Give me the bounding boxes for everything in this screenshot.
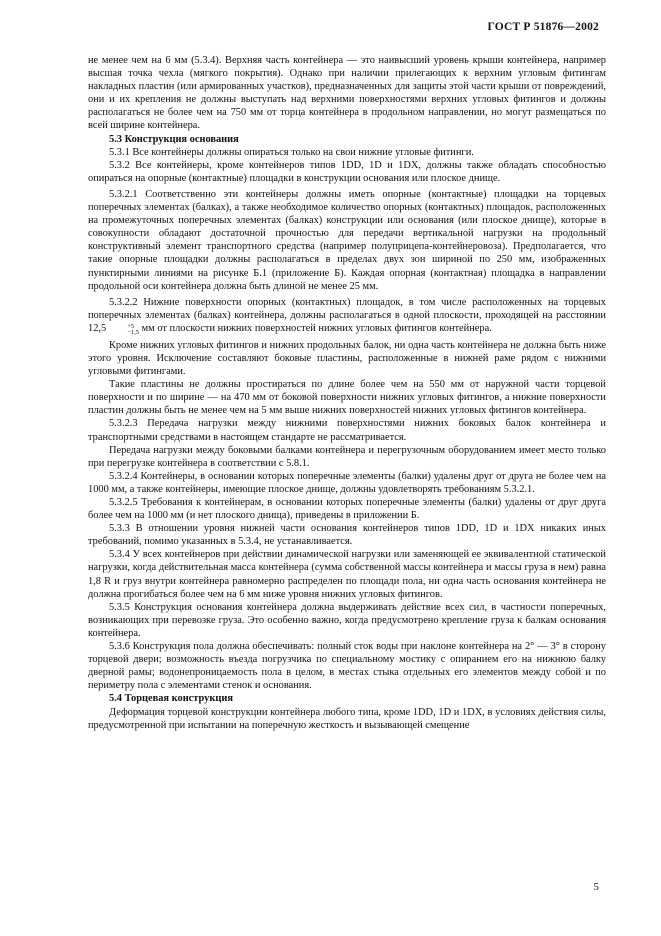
paragraph-5-3-2-3: 5.3.2.3 Передача нагрузки между нижними поверхностями нижних боковых балок контейнера и транспортными средствами в настоящем стандарте не рассматривается. xyxy=(88,418,606,443)
paragraph-5-3-2-1: 5.3.2.1 Соответственно эти контейнеры должны иметь опорные (контактные) площадки на торцевых поперечных элементах (балках), а также необходимое количество опорных (контактных) площадок, расположенных на промежуточных поперечных элементах (балках) конструкции или основания (или плоское днище), которые в совокупности обладают достаточной прочностью для передачи вертикальной нагрузки на продольный конструктивный элемент транспортного средства (например полуприцепа-контейнеровоза). Предполагается, что такие опорные площадки должны располагаться в пределах двух зон шириной по 250 мм, изображенных пунктирными линиями на рисунке Б.1 (приложение Б). Каждая опорная (контактная) площадка в направлении продольной оси контейнера должна быть длиной не менее 25 мм. xyxy=(88,188,606,292)
page-number: 5 xyxy=(593,881,599,893)
paragraph-5-4-first: Деформация торцевой конструкции контейнера любого типа, кроме 1DD, 1D и 1DX, в условиях действия силы, предусмотренной при испытании на поперечную жесткость и вызывающей смещение xyxy=(88,706,606,731)
paragraph-plates: Такие пластины не должны простираться по длине более чем на 550 мм от наружной части торцевой поверхности и по ширине — на 470 мм от боковой поверхности нижних угловых фитингов, а нижние поверхности пластин должны быть не менее чем на 5 мм выше нижних поверхностей нижних угловых фитингов контейнера. xyxy=(88,379,606,417)
paragraph-5-3-2-4: 5.3.2.4 Контейнеры, в основании которых поперечные элементы (балки) удалены друг от друга не более чем на 1000 мм, а также контейнеры, имеющие плоское днище, должны удовлетворять требованиям 5.3.2.1. xyxy=(88,470,606,495)
paragraph-5-3-6: 5.3.6 Конструкция пола должна обеспечивать: полный сток воды при наклоне контейнера на 2° — 3° в сторону торцевой двери; возможность въезда погрузчика по специальному мостику с опиранием его на нижнюю балку дверной рамы; водонепроницаемость пола в целом, в местах стыка отдельных его элементов между собой и по периметру пола с элементами стенок и основания. xyxy=(88,641,606,692)
paragraph-5-3-2-2-text-start: 5.3.2.2 Нижние поверхности опорных (контактных) площадок, в том числе расположенных на торцевых поперечных элементах (балках) контейнера, должны располагаться в одной плоскости, проходящей на расстоянии 12,5 xyxy=(88,296,606,334)
paragraph-5-3-2: 5.3.2 Все контейнеры, кроме контейнеров типов 1DD, 1D и 1DX, должны также обладать способностью опираться на опорные (контактные) площадки в конструкции основания или плоское днище. xyxy=(88,159,606,184)
paragraph-lower-frame: Кроме нижних угловых фитингов и нижних продольных балок, ни одна часть контейнера не должна быть ниже этого уровня. Исключение составляют боковые пластины, расположенные в нижней раме рядом с нижними угловыми фитингами. xyxy=(88,339,606,378)
tolerance-lower: −1,5 xyxy=(127,328,139,336)
paragraph-5-3-1: 5.3.1 Все контейнеры должны опираться только на свои нижние угловые фитинги. xyxy=(109,146,474,158)
paragraph-5-3-2-5: 5.3.2.5 Требования к контейнерам, в основании которых поперечные элементы (балки) удалены от друг друга более чем на 1000 мм (и нет плоского днища), приведены в приложении Б. xyxy=(88,497,606,522)
intro-paragraph: не менее чем на 6 мм (5.3.4). Верхняя часть контейнера — это наивысший уровень крыши контейнера, например высшая точка чехла (мягкого покрытия). Однако при наличии прилегающих к верхним угловым фитингам накладных пластин (или армированных участков), предназначенных для защиты этой части крыши от повреждений, они и их крепления не должны выступать над верхними поверхностями верхних угловых фитингов и должны располагаться не более чем на 750 мм от торца контейнера в продольном направлении, но могут размещаться по всей ширине контейнера. xyxy=(88,55,606,132)
tolerance xyxy=(106,324,139,336)
section-5-4-heading: 5.4 Торцевая конструкция xyxy=(109,693,233,705)
paragraph-load-transfer: Передача нагрузки между боковыми балками контейнера и перегрузочным оборудованием имеет место только при перегрузке контейнера в соответствии с 5.8.1. xyxy=(88,444,606,469)
paragraph-5-3-4: 5.3.4 У всех контейнеров при действии динамической нагрузки или заменяющей ее эквивалентной статической нагрузки, когда действительная масса контейнера (сумма собственной массы контейнера и массы груза в нем) равна 1,8 R и груз внутри контейнера равномерно распределен по площади пола, ни одна часть основания контейнера не должна прогибаться более чем на 6 мм ниже уровня нижних угловых фитингов. xyxy=(88,549,606,600)
document-body xyxy=(88,54,606,732)
standard-code-header: ГОСТ Р 51876—2002 xyxy=(487,21,599,33)
paragraph-5-3-5: 5.3.5 Конструкция основания контейнера должна выдерживать действие всех сил, в частности поперечных, возникающих при перевозке груза. Это особенно важно, когда предусмотрено крепление груза к балкам основания контейнера. xyxy=(88,601,606,639)
paragraph-5-3-2-2-text-end: мм от плоскости нижних поверхностей нижних угловых фитингов контейнера. xyxy=(138,322,492,334)
tolerance-upper: +5 xyxy=(127,322,135,330)
paragraph-5-3-3: 5.3.3 В отношении уровня нижней части основания контейнеров типов 1DD, 1D и 1DX никаких иных требований, помимо указанных в 5.3.4, не устанавливается. xyxy=(88,523,606,548)
section-5-3-heading: 5.3 Конструкция основания xyxy=(109,133,239,145)
paragraph-5-3-2-2 xyxy=(88,296,606,336)
